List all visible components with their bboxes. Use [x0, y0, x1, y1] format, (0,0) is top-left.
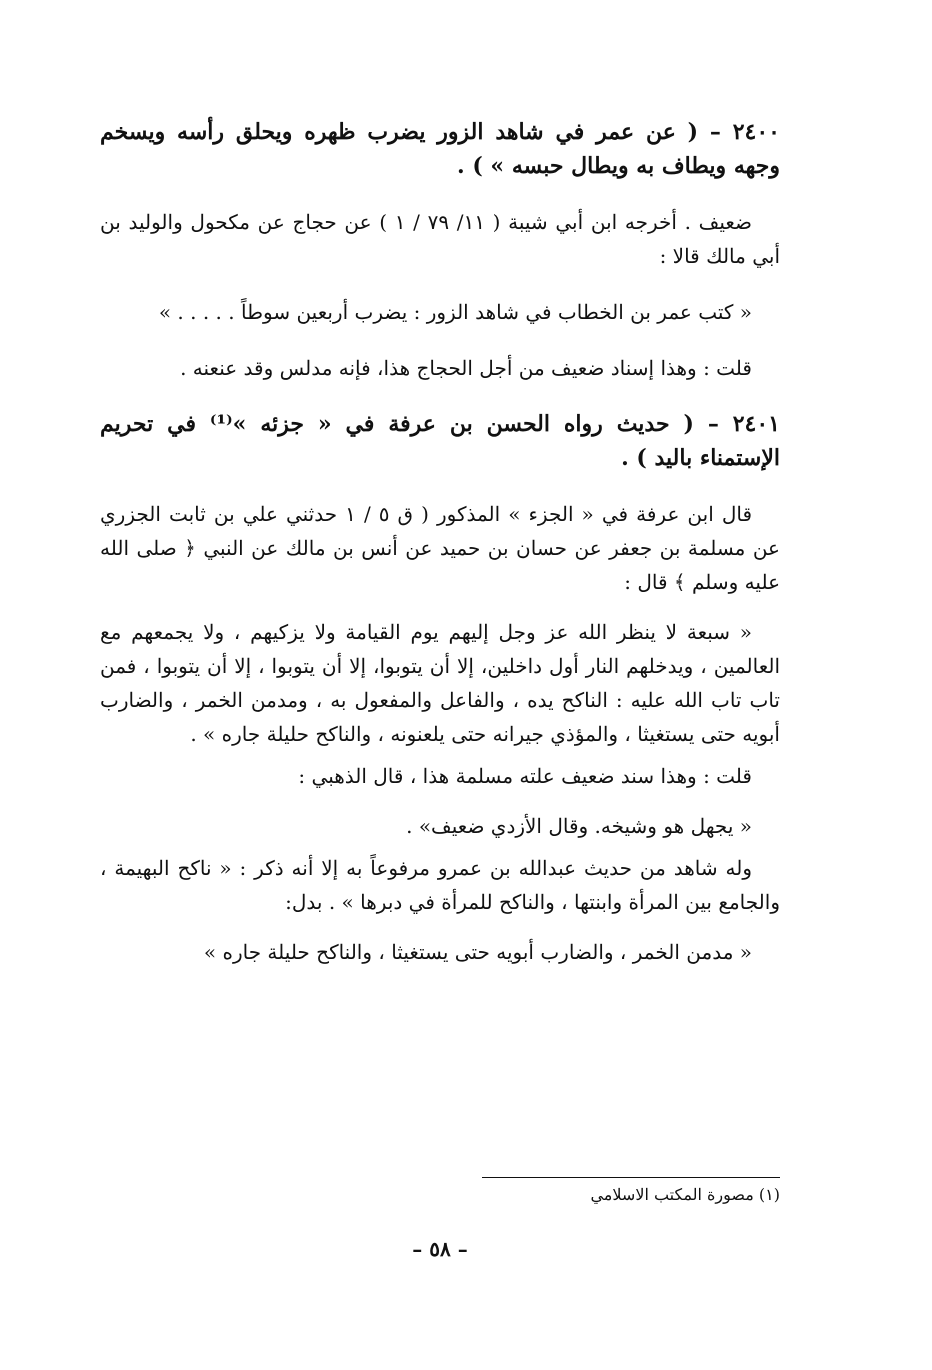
hadith-2401-comment: قلت : وهذا سند ضعيف علته مسلمة هذا ، قال الذهبي :: [298, 764, 752, 788]
hadith-2401-shahid: وله شاهد من حديث عبدالله بن عمرو مرفوعاً به إلا أنه ذكر : « ناكح البهيمة ، والجامع بين المرأة وابنتها ، والناكح للمرأة في دبرها » . بدل:: [100, 856, 780, 914]
hadith-2401-heading: ٢٤٠١ – ( حديث رواه الحسن بن عرفة في « جزئه »⁽¹⁾ في تحريم الإستمناء باليد ) .: [100, 411, 780, 471]
page-number: – ٥٨ –: [412, 1237, 468, 1261]
hadith-2400-grading: ضعيف . أخرجه ابن أبي شيبة ( ١١/ ٧٩ / ١ ) عن حجاج عن مكحول والوليد بن أبي مالك قالا :: [100, 210, 780, 268]
hadith-2400-quote: « كتب عمر بن الخطاب في شاهد الزور : يضرب أربعين سوطاً . . . . . »: [158, 300, 752, 324]
footnote: (١) مصورة المكتب الاسلامي: [590, 1185, 780, 1204]
dhahabi-quote: « يجهل هو وشيخه. وقال الأزدي ضعيف» .: [406, 814, 752, 838]
hadith-2400-heading: ٢٤٠٠ – ( عن عمر في شاهد الزور يضرب ظهره ويحلق رأسه ويسخم وجهه ويطاف به ويطال حبسه » ) .: [100, 119, 780, 179]
hadith-2401-narration: قال ابن عرفة في « الجزء » المذكور ( ق ٥ / ١ حدثني علي بن ثابت الجزري عن مسلمة بن جعفر عن حسان بن حميد عن أنس بن مالك عن النبي ﴿ صلى الله عليه وسلم ﴾ قال :: [100, 502, 780, 594]
hadith-2400-comment: قلت : وهذا إسناد ضعيف من أجل الحجاج هذا، فإنه مدلس وقد عنعنه .: [180, 356, 752, 380]
footnote-divider: [482, 1177, 780, 1178]
hadith-2401-text: « سبعة لا ينظر الله عز وجل إليهم يوم القيامة ولا يزكيهم ، ولا يجمعهم مع العالمين ، ويدخلهم النار أول داخلين، إلا أن يتوبوا، إلا أن يتوبوا ، إلا أن يتوبوا ، فمن تاب تاب الله عليه : الناكح يده ، والفاعل والمفعول به ، ومدمن الخمر ، والضارب أبويه حتى يستغيثا ، والمؤذي جيرانه حتى يلعنونه ، والناكح حليلة جاره » .: [100, 620, 781, 746]
shahid-quote: « مدمن الخمر ، والضارب أبويه حتى يستغيثا ، والناكح حليلة جاره »: [203, 940, 752, 964]
book-page: [100, 115, 780, 1275]
